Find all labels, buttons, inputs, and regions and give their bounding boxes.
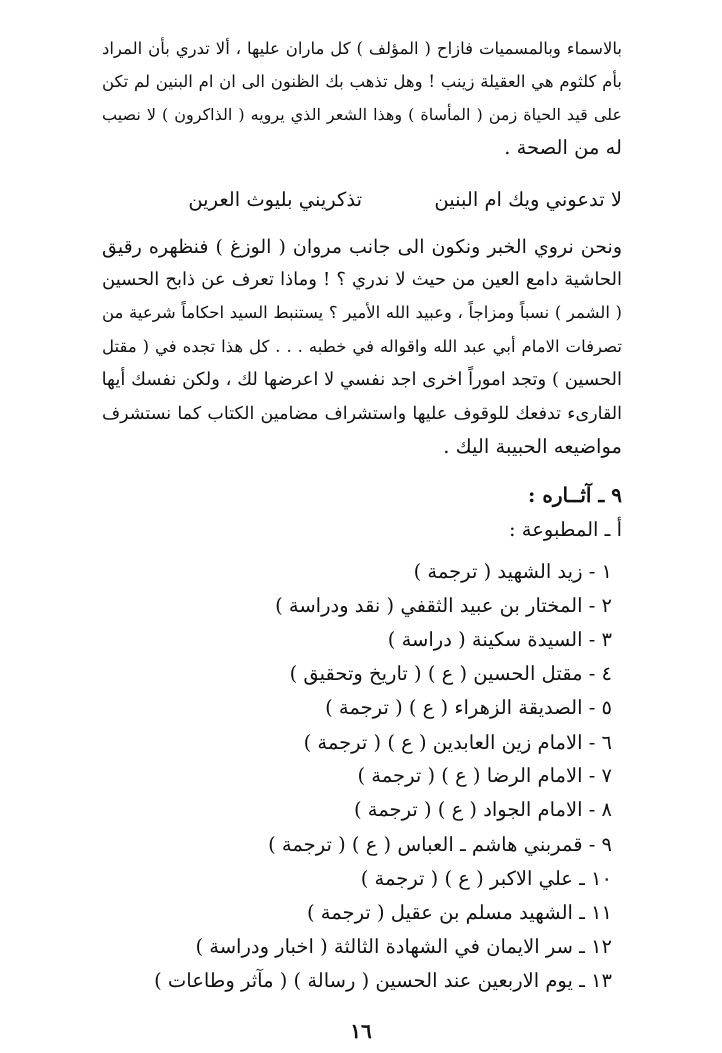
text-line: تصرفات الامام أبي عبد الله واقواله في خطبه . . . كل هذا تجده في ( مقتل: [102, 337, 622, 356]
text-line: بأم كلثوم هي العقيلة زينب ! وهل تذهب بك الظنون الى ان ام البنين لم تكن: [102, 72, 622, 91]
list-item: ١ - زيد الشهيد ( ترجمة ): [413, 560, 612, 583]
list-item: ٨ - الامام الجواد ( ع ) ( ترجمة ): [353, 798, 612, 821]
section-heading: ٩ ـ آثــاره :: [528, 483, 622, 507]
list-item: ١١ ـ الشهيد مسلم بن عقيل ( ترجمة ): [307, 901, 612, 924]
text-line: القارىء تدفعك للوقوف عليها واستشراف مضامين الكتاب كما نستشرف: [102, 404, 622, 424]
text-line: له من الصحة .: [504, 136, 622, 159]
list-item: ٧ - الامام الرضا ( ع ) ( ترجمة ): [357, 764, 612, 787]
list-item: ٦ - الامام زين العابدين ( ع ) ( ترجمة ): [303, 731, 612, 754]
list-item: ١٢ ـ سر الايمان في الشهادة الثالثة ( اخبار ودراسة ): [195, 935, 612, 958]
verse-hemistich-first: لا تدعوني ويك ام البنين: [434, 188, 622, 211]
list-item: ١٠ ـ علي الاكبر ( ع ) ( ترجمة ): [360, 867, 612, 890]
list-item: ١٣ ـ يوم الاربعين عند الحسين ( رسالة ) ( مآثر وطاعات ): [154, 969, 612, 992]
text-line: ( الشمر ) نسباً ومزاجاً ، وعبيد الله الأمير ؟ يستنبط السيد احكاماً شرعية من: [102, 303, 622, 322]
list-item: ٢ - المختار بن عبيد الثقفي ( نقد ودراسة ): [275, 594, 612, 617]
text-line: ونحن نروي الخبر ونكون الى جانب مروان ( الوزغ ) فنظهره رقيق: [102, 236, 622, 258]
list-item: ٩ - قمربني هاشم ـ العباس ( ع ) ( ترجمة ): [268, 833, 612, 856]
text-line: بالاسماء وبالمسميات فازاح ( المؤلف ) كل ماران عليها ، ألا تدري بأن المراد: [102, 39, 622, 58]
list-item: ٤ - مقتل الحسين ( ع ) ( تاريخ وتحقيق ): [289, 662, 612, 685]
text-line: الحاشية دامع العين من حيث لا ندري ؟ ! وماذا تعرف عن ذابح الحسين: [102, 269, 622, 290]
list-item: ٣ - السيدة سكينة ( دراسة ): [387, 628, 612, 651]
text-line: مواضيعه الحبيبة اليك .: [443, 435, 622, 458]
text-line: الحسين ) وتجد اموراً اخرى اجد نفسي لا اعرضها لك ، ولكن نفسك أيها: [101, 369, 622, 390]
subheading: أ ـ المطبوعة :: [509, 518, 622, 541]
verse-hemistich-second: تذكريني بليوث العرين: [188, 188, 362, 211]
page-number: ١٦: [350, 1019, 372, 1043]
text-line: على قيد الحياة زمن ( المأساة ) وهذا الشعر الذي يرويه ( الذاكرون ) لا نصيب: [102, 105, 622, 124]
list-item: ٥ - الصديقة الزهراء ( ع ) ( ترجمة ): [325, 696, 612, 719]
